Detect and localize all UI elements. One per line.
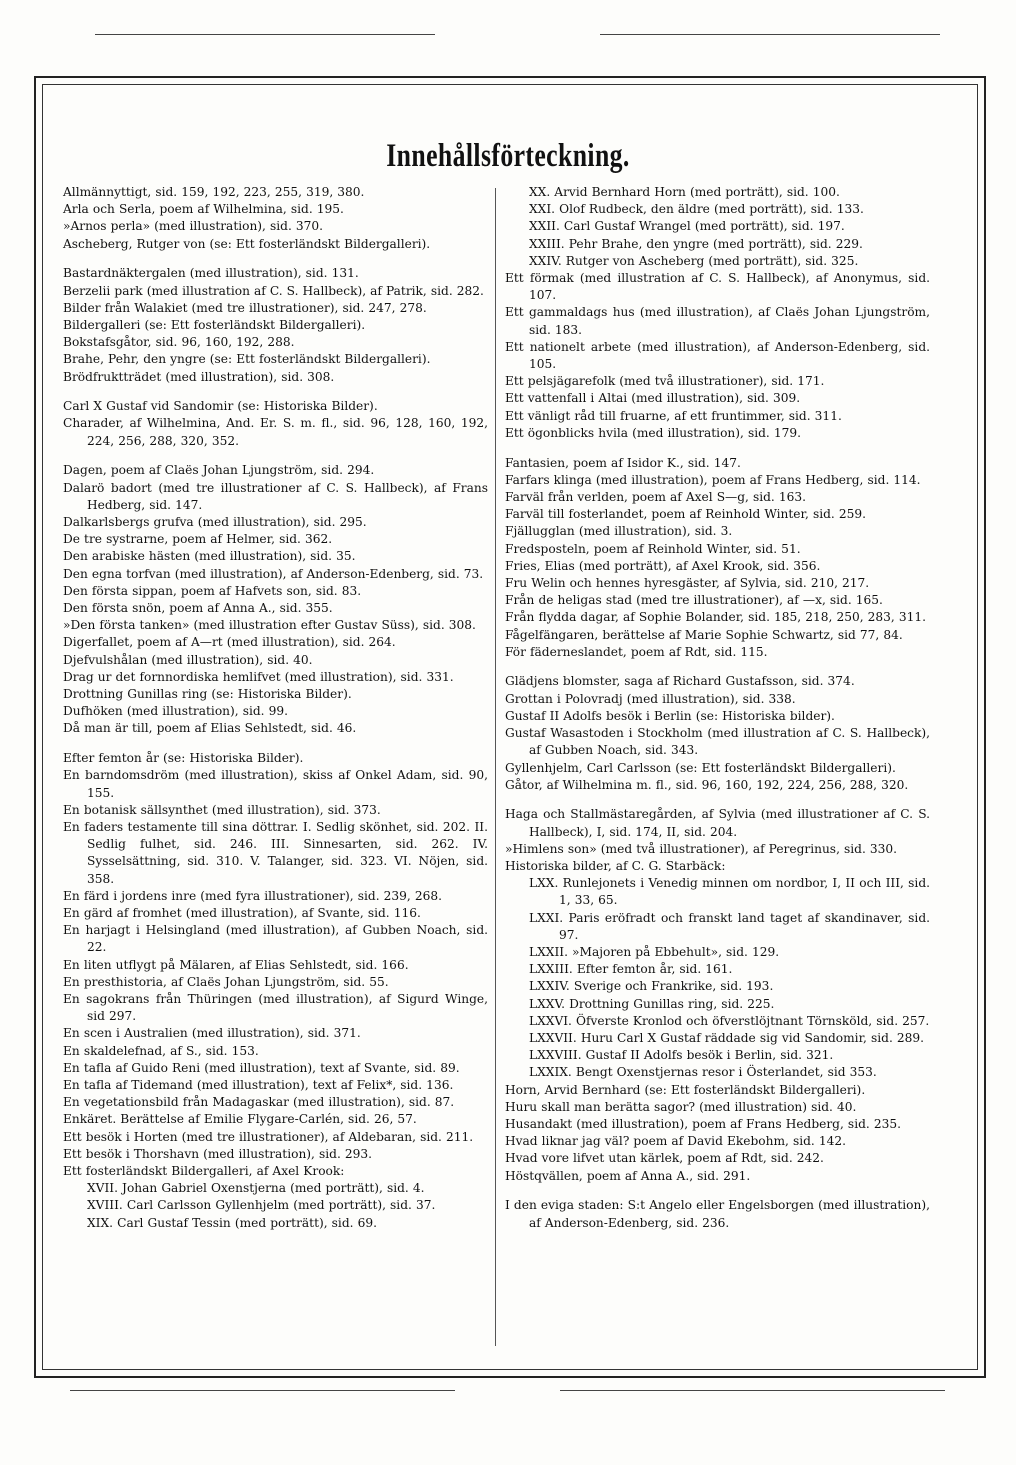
bottom-rule-right <box>560 1390 945 1391</box>
index-entry: Den första sippan, poem af Hafvets son, sid. 83. <box>63 583 362 598</box>
index-entry: Ett gammaldags hus (med illustration), af Claës Johan Ljungström, sid. 183. <box>505 305 930 337</box>
index-entry: En botanisk sällsynthet (med illustration), sid. 373. <box>63 802 381 817</box>
index-entry: »Den första tanken» (med illustration efter Gustav Süss), sid. 308. <box>63 618 476 633</box>
index-entry: Glädjens blomster, saga af Richard Gustafsson, sid. 374. <box>505 674 855 689</box>
index-entry: En tafla af Tidemand (med illustration), text af Felix*, sid. 136. <box>63 1077 454 1092</box>
index-group <box>505 806 930 1184</box>
index-subentry: LXXII. »Majoren på Ebbehult», sid. 129. <box>529 945 780 960</box>
index-group <box>63 462 488 737</box>
index-entry: En presthistoria, af Claës Johan Ljungström, sid. 55. <box>63 974 389 989</box>
index-entry: Huru skall man berätta sagor? (med illustration) sid. 40. <box>505 1099 857 1114</box>
index-subentry: XXI. Olof Rudbeck, den äldre (med porträtt), sid. 133. <box>529 202 864 217</box>
index-entry: Dagen, poem af Claës Johan Ljungström, sid. 294. <box>63 463 375 478</box>
index-entry: Carl X Gustaf vid Sandomir (se: Historiska Bilder). <box>63 399 378 414</box>
index-subentry: LXXVII. Huru Carl X Gustaf räddade sig vid Sandomir, sid. 289. <box>529 1031 925 1046</box>
index-subentry: LXXI. Paris eröfradt och franskt land taget af skandinaver, sid. 97. <box>529 910 930 942</box>
index-entry: En barndomsdröm (med illustration), skiss af Onkel Adam, sid. 90, 155. <box>63 768 488 800</box>
index-entry: »Arnos perla» (med illustration), sid. 370. <box>63 219 324 234</box>
index-entry: Farfars klinga (med illustration), poem af Frans Hedberg, sid. 114. <box>505 472 921 487</box>
index-entry: Ascheberg, Rutger von (se: Ett fosterländskt Bildergalleri). <box>63 236 431 251</box>
index-subentry: LXX. Runlejonets i Venedig minnen om nordbor, I, II och III, sid. 1, 33, 65. <box>529 876 930 908</box>
index-subentry: LXXIII. Efter femton år, sid. 161. <box>529 962 733 977</box>
index-entry: Gåtor, af Wilhelmina m. fl., sid. 96, 160, 192, 224, 256, 288, 320. <box>505 777 909 792</box>
index-group <box>63 184 488 253</box>
index-entry: Haga och Stallmästaregården, af Sylvia (med illustrationer af C. S. Hallbeck), I, sid. 174, II, sid. 204. <box>505 807 930 839</box>
index-entry: Fjällugglan (med illustration), sid. 3. <box>505 524 733 539</box>
index-entry: Ett nationelt arbete (med illustration), af Anderson-Edenberg, sid. 105. <box>505 339 930 372</box>
index-entry: Djefvulshålan (med illustration), sid. 40. <box>63 652 313 667</box>
bottom-rule-left <box>70 1390 455 1391</box>
index-subentry: LXXV. Drottning Gunillas ring, sid. 225. <box>529 996 775 1011</box>
top-rule-right <box>600 34 940 35</box>
index-entry: Brödfruktträdet (med illustration), sid. 308. <box>63 369 335 384</box>
index-entry: Då man är till, poem af Elias Sehlstedt, sid. 46. <box>63 721 357 736</box>
index-entry: Ett förmak (med illustration af C. S. Hallbeck), af Anonymus, sid. 107. <box>505 271 930 303</box>
index-column-left <box>63 184 488 1244</box>
index-entry: Allmännyttigt, sid. 159, 192, 223, 255, 319, 380. <box>63 185 365 199</box>
index-group <box>505 184 930 442</box>
index-entry: Fågelfängaren, berättelse af Marie Sophie Schwartz, sid 77, 84. <box>505 627 903 642</box>
index-group <box>63 398 488 450</box>
index-entry: Hvad vore lifvet utan kärlek, poem af Rdt, sid. 242. <box>505 1151 824 1166</box>
index-entry: Ett besök i Horten (med tre illustrationer), af Aldebaran, sid. 211. <box>63 1129 474 1144</box>
top-rule-left <box>95 34 435 35</box>
column-divider <box>495 188 496 1346</box>
index-entry: Dalkarlsbergs grufva (med illustration), sid. 295. <box>63 514 367 529</box>
index-entry: Bokstafsgåtor, sid. 96, 160, 192, 288. <box>63 335 295 350</box>
index-entry: Den arabiske hästen (med illustration), sid. 35. <box>63 549 356 564</box>
index-entry: Ett vattenfall i Altai (med illustration), sid. 309. <box>505 391 801 406</box>
index-entry: En faders testamente till sina döttrar. I. Sedlig skönhet, sid. 202. II. Sedlig fulhet, sid. 246. III. Sinnesarten, sid. 262. IV. Sysselsättning, sid. 310. V. Talanger, sid. 323. VI. Nöjen, sid. 358. <box>63 819 488 886</box>
index-entry: En tafla af Guido Reni (med illustration), text af Svante, sid. 89. <box>63 1060 460 1075</box>
index-entry: Från flydda dagar, af Sophie Bolander, sid. 185, 218, 250, 283, 311. <box>505 610 927 625</box>
index-subentry: XX. Arvid Bernhard Horn (med porträtt), sid. 100. <box>529 185 840 199</box>
index-entry: Drag ur det fornnordiska hemlifvet (med illustration), sid. 331. <box>63 669 454 684</box>
index-entry: En skaldelefnad, af S., sid. 153. <box>63 1043 259 1058</box>
index-entry: Den första snön, poem af Anna A., sid. 355. <box>63 600 333 615</box>
index-entry: En liten utflygt på Mälaren, af Elias Sehlstedt, sid. 166. <box>63 957 409 972</box>
index-entry: Fries, Elias (med porträtt), af Axel Krook, sid. 356. <box>505 558 821 573</box>
index-entry: Enkäret. Berättelse af Emilie Flygare-Carlén, sid. 26, 57. <box>63 1112 417 1127</box>
index-entry: Brahe, Pehr, den yngre (se: Ett fosterländskt Bildergalleri). <box>63 352 431 367</box>
index-entry: Ett ögonblicks hvila (med illustration), sid. 179. <box>505 425 802 440</box>
index-subentry: XXII. Carl Gustaf Wrangel (med porträtt), sid. 197. <box>529 219 845 234</box>
index-subentry: XXIV. Rutger von Ascheberg (med porträtt), sid. 325. <box>529 253 859 268</box>
index-entry: Arla och Serla, poem af Wilhelmina, sid. 195. <box>63 202 344 217</box>
index-entry: Hvad liknar jag väl? poem af David Ekebohm, sid. 142. <box>505 1134 846 1149</box>
index-group <box>63 750 488 1232</box>
index-entry: Ett besök i Thorshavn (med illustration), sid. 293. <box>63 1146 373 1161</box>
index-entry: Gyllenhjelm, Carl Carlsson (se: Ett fosterländskt Bildergalleri). <box>505 760 896 775</box>
index-subentry: XVIII. Carl Carlsson Gyllenhjelm (med porträtt), sid. 37. <box>87 1198 436 1213</box>
index-group <box>505 1197 930 1231</box>
page-title: Innehållsförteckning. <box>386 138 630 174</box>
index-entry: En scen i Australien (med illustration), sid. 371. <box>63 1026 361 1041</box>
index-entry: En färd i jordens inre (med fyra illustrationer), sid. 239, 268. <box>63 888 442 903</box>
index-entry: Efter femton år (se: Historiska Bilder). <box>63 751 304 766</box>
index-entry: Farväl till fosterlandet, poem af Reinhold Winter, sid. 259. <box>505 507 866 522</box>
index-entry: »Himlens son» (med två illustrationer), af Peregrinus, sid. 330. <box>505 841 898 856</box>
index-entry: För fäderneslandet, poem af Rdt, sid. 115. <box>505 644 768 659</box>
index-entry: Fantasien, poem af Isidor K., sid. 147. <box>505 455 741 470</box>
index-entry: Historiska bilder, af C. G. Starbäck: <box>505 859 726 874</box>
index-entry: Fru Welin och hennes hyresgäster, af Sylvia, sid. 210, 217. <box>505 575 870 590</box>
index-entry: Charader, af Wilhelmina, And. Er. S. m. fl., sid. 96, 128, 160, 192, 224, 256, 288, 320, 352. <box>63 416 488 448</box>
index-subentry: LXXIX. Bengt Oxenstjernas resor i Österlandet, sid 353. <box>529 1065 877 1080</box>
index-entry: I den eviga staden: S:t Angelo eller Engelsborgen (med illustration), af Anderson-Edenberg, sid. 236. <box>505 1198 930 1230</box>
index-entry: Horn, Arvid Bernhard (se: Ett fosterländskt Bildergalleri). <box>505 1082 866 1097</box>
index-group <box>505 455 930 661</box>
index-entry: Digerfallet, poem af A—rt (med illustration), sid. 264. <box>63 635 396 650</box>
index-entry: Gustaf II Adolfs besök i Berlin (se: Historiska bilder). <box>505 708 835 723</box>
index-entry: Ett fosterländskt Bildergalleri, af Axel Krook: <box>63 1163 345 1178</box>
index-entry: Dalarö badort (med tre illustrationer af C. S. Hallbeck), af Frans Hedberg, sid. 147. <box>63 480 488 512</box>
index-entry: Drottning Gunillas ring (se: Historiska Bilder). <box>63 686 352 701</box>
index-entry: Husandakt (med illustration), poem af Frans Hedberg, sid. 235. <box>505 1117 901 1132</box>
index-entry: Berzelii park (med illustration af C. S. Hallbeck), af Patrik, sid. 282. <box>63 283 484 298</box>
index-subentry: LXXVI. Öfverste Kronlod och öfverstlöjtnant Törnsköld, sid. 257. <box>529 1013 930 1028</box>
index-group <box>505 673 930 793</box>
index-entry: Farväl från verlden, poem af Axel S—g, sid. 163. <box>505 489 807 504</box>
index-entry: En harjagt i Helsingland (med illustration), af Gubben Noach, sid. 22. <box>63 923 488 955</box>
index-entry: Bastardnäktergalen (med illustration), sid. 131. <box>63 266 359 281</box>
index-subentry: LXXVIII. Gustaf II Adolfs besök i Berlin, sid. 321. <box>529 1048 834 1063</box>
index-entry: Gustaf Wasastoden i Stockholm (med illustration af C. S. Hallbeck), af Gubben Noach, sid. 343. <box>505 726 930 758</box>
index-column-right <box>505 184 930 1244</box>
index-entry: Bildergalleri (se: Ett fosterländskt Bildergalleri). <box>63 317 366 332</box>
index-entry: Ett vänligt råd till fruarne, af ett fruntimmer, sid. 311. <box>505 408 842 423</box>
index-subentry: XVII. Johan Gabriel Oxenstjerna (med porträtt), sid. 4. <box>87 1181 425 1196</box>
index-entry: En gärd af fromhet (med illustration), af Svante, sid. 116. <box>63 905 421 920</box>
index-entry: Fredsposteln, poem af Reinhold Winter, sid. 51. <box>505 541 801 556</box>
index-entry: En vegetationsbild från Madagaskar (med illustration), sid. 87. <box>63 1095 455 1110</box>
index-entry: En sagokrans från Thüringen (med illustration), af Sigurd Winge, sid 297. <box>63 991 488 1024</box>
index-entry: Ett pelsjägarefolk (med två illustrationer), sid. 171. <box>505 374 825 389</box>
index-entry: Bilder från Walakiet (med tre illustrationer), sid. 247, 278. <box>63 300 427 315</box>
index-entry: Grottan i Polovradj (med illustration), sid. 338. <box>505 691 796 706</box>
index-subentry: XXIII. Pehr Brahe, den yngre (med porträtt), sid. 229. <box>529 236 863 251</box>
index-group <box>63 265 488 385</box>
index-entry: Från de heligas stad (med tre illustrationer), af —x, sid. 165. <box>505 593 883 608</box>
index-entry: Dufhöken (med illustration), sid. 99. <box>63 704 288 719</box>
index-subentry: XIX. Carl Gustaf Tessin (med porträtt), sid. 69. <box>87 1215 377 1230</box>
index-entry: Höstqvällen, poem af Anna A., sid. 291. <box>505 1168 751 1183</box>
index-entry: Den egna torfvan (med illustration), af Anderson-Edenberg, sid. 73. <box>63 566 484 581</box>
index-subentry: LXXIV. Sverige och Frankrike, sid. 193. <box>529 979 774 994</box>
index-entry: De tre systrarne, poem af Helmer, sid. 362. <box>63 532 333 547</box>
